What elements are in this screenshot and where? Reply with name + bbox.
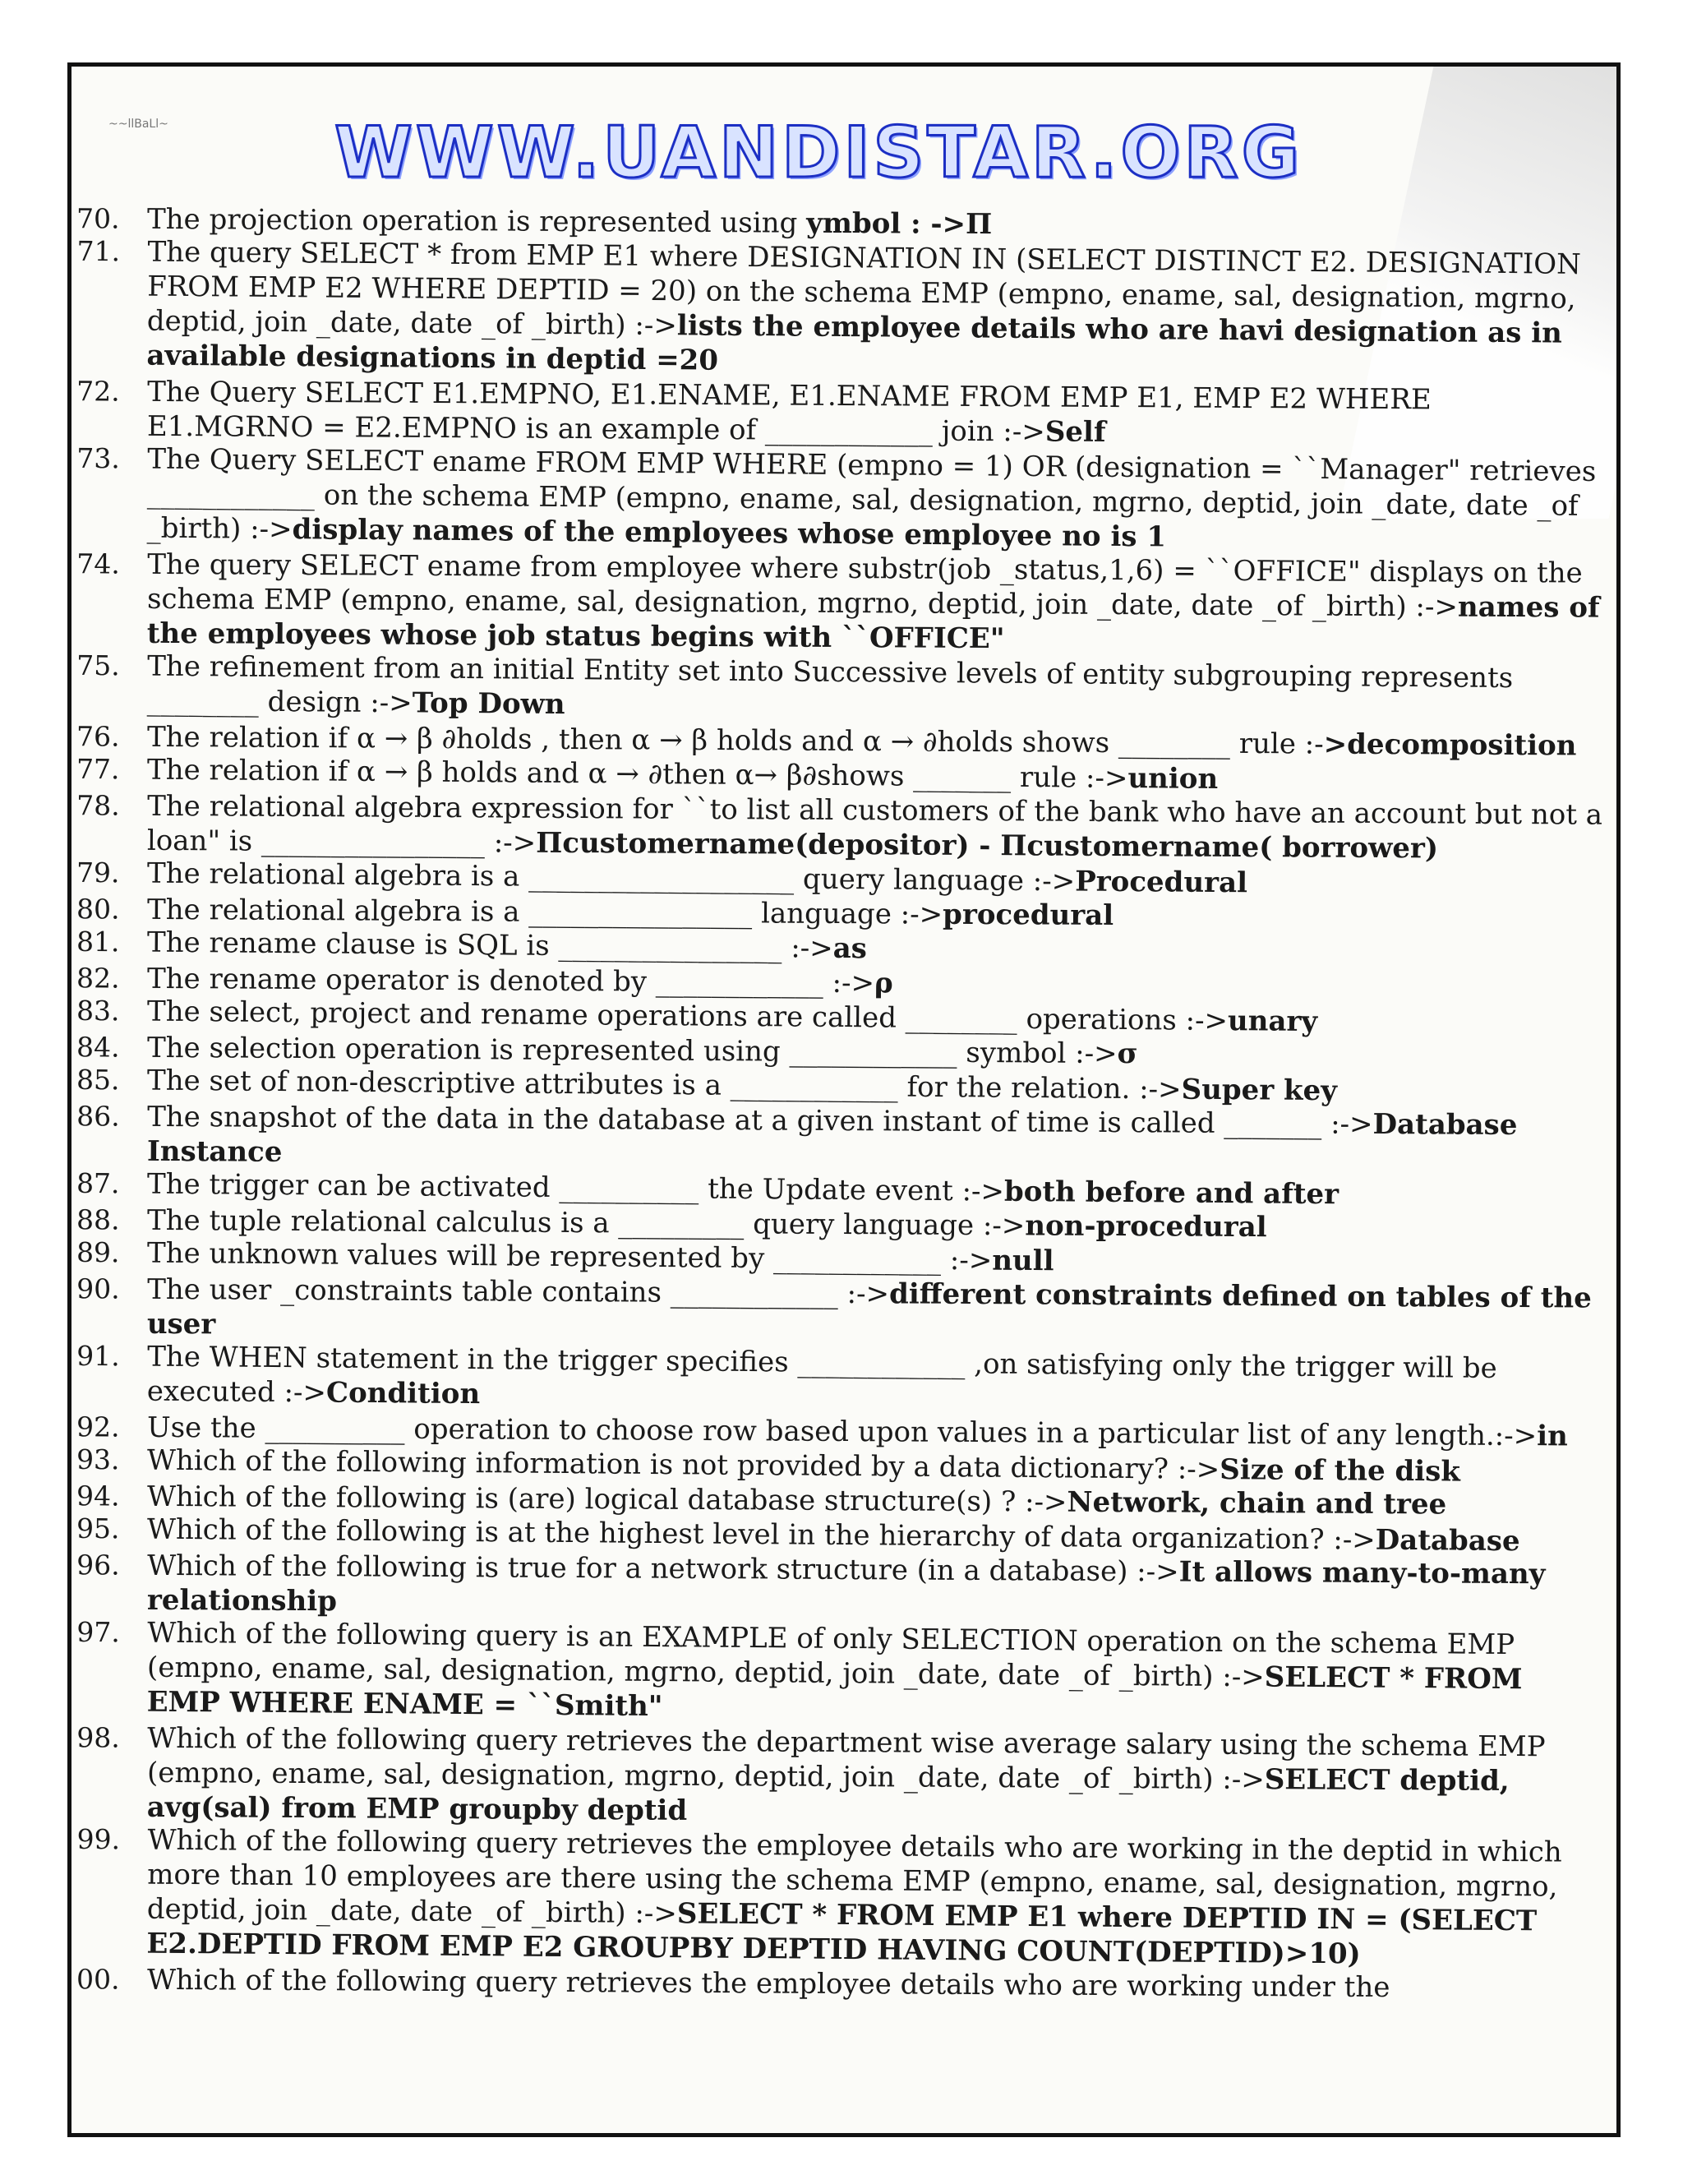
answer-text: Network, chain and tree [1067,1485,1447,1521]
question-text: The projection operation is represented using [146,202,807,240]
question-item [71,788,1616,866]
site-watermark-title: WWW.UANDISTAR.ORG [334,112,1303,194]
answer-text: It allows many-to-many relationship [146,1555,1546,1618]
question-number: 82. [76,962,120,995]
question-text: Which of the following is at the highest level in the hierarchy of data organization? :-> [146,1512,1376,1557]
answer-text: names of the employees whose job status begins with ``OFFICE" [146,590,1600,656]
question-number: 90. [76,1272,120,1305]
question-number: 78. [76,789,120,822]
question-number: 79. [76,856,120,889]
question-text: The Query SELECT ename FROM EMP WHERE (empno = 1) OR (designation = ``Manager" retrieves ____________ on the schema EMP (empno, ename, sal, designation, mgrno, deptid, join _date, date _of _birth) :-> [146,442,1597,547]
question-number: 89. [76,1235,120,1269]
question-number: 83. [76,994,120,1027]
answer-text: SELECT * FROM EMP E1 where DEPTID IN = (SELECT E2.DEPTID FROM EMP E2 GROUPBY DEPTID HAVING COUNT(DEPTID)>10) [146,1897,1538,1971]
question-text: The snapshot of the data in the database at a given instant of time is called _______ :-> [147,1100,1373,1141]
question-item [71,1615,1616,1732]
answer-text: Procedural [1074,865,1248,900]
question-number: 00. [76,1963,120,1996]
question-item [71,1272,1616,1350]
question-text: The trigger can be activated __________ the Update event :-> [146,1167,1005,1208]
question-item [71,234,1616,386]
answer-text: Database Instance [146,1107,1518,1169]
question-number: 88. [76,1203,120,1236]
question-text: The set of non-descriptive attributes is a ____________ for the relation. :-> [146,1064,1182,1106]
question-number: 71. [76,234,121,268]
question-number: 87. [76,1166,120,1200]
question-text: Which of the following query retrieves the department wise average salary using the schema EMP (empno, ename, sal, designation, mgrno, deptid, join _date, date _of _birth) :-> [146,1721,1546,1797]
question-number: 92. [76,1411,120,1443]
question-text: The refinement from an initial Entity set into Successive levels of entity subgrouping represents ________ design :-> [146,649,1514,720]
question-text: The relation if α → β holds and α → ∂then α→ β∂shows _______ rule :-> [146,753,1128,796]
question-item [71,547,1617,659]
answer-text: in [1537,1420,1568,1453]
question-text: The relational algebra is a ________________ language :-> [146,893,943,931]
question-number: 72. [76,375,120,408]
question-item [71,1822,1616,1974]
question-item [71,1548,1616,1626]
answer-text: non-procedural [1025,1209,1267,1244]
question-item [71,374,1616,452]
question-text: The select, project and rename operations are called ________ operations :-> [146,995,1229,1038]
document-page [67,62,1621,2137]
question-text: The WHEN statement in the trigger specifies ____________ ,on satisfying only the trigger will be executed :-> [146,1340,1497,1410]
question-number: 97. [76,1615,121,1649]
answer-text: both before and after [1003,1175,1339,1212]
answer-text: Top Down [412,686,565,722]
question-number: 98. [76,1721,120,1754]
question-number: 95. [76,1512,120,1545]
question-item [71,649,1617,731]
answer-text: Super key [1181,1073,1338,1108]
answer-text: >decomposition [1323,727,1577,763]
question-text: The tuple relational calculus is a _________ query language :-> [146,1203,1026,1243]
question-text: The rename operator is denoted by ____________ :-> [146,962,875,1000]
question-text: The user _constraints table contains ____________ :-> [147,1272,890,1311]
question-number: 84. [76,1031,120,1064]
question-text: The query SELECT * from EMP E1 where DESIGNATION IN (SELECT DISTINCT E2. DESIGNATION FROM EMP E2 WHERE DEPTID = 20) on the schema EMP (empno, ename, sal, designation, mgrno, deptid, join _date, date _of _birth) :-> [146,235,1582,343]
question-number: 91. [76,1339,120,1373]
question-text: The relation if α → β ∂holds , then α → β holds and α → ∂holds shows ________ rule :- [146,720,1324,761]
question-number: 86. [76,1100,120,1133]
question-text: Which of the following query retrieves the employee details who are working in the deptid in which more than 10 employees are there using the schema EMP (empno, ename, sal, designation, mgrno, deptid, join _date, date _of _birth) :-> [146,1823,1562,1931]
question-number: 96. [76,1549,120,1581]
question-text: The unknown values will be represented by ____________ :-> [146,1236,993,1277]
answer-text: Database [1375,1523,1520,1558]
answer-text: σ [1117,1037,1138,1071]
question-text: The relational algebra expression for ``to list all customers of the bank who have an account but not a loan" is ________________ :-> [146,789,1603,860]
answer-text: Πcustomername(depositor) - Πcustomername( borrower) [536,826,1439,866]
question-number: 99. [76,1822,121,1856]
scan-mark: ~~llBaLl~ [108,118,168,131]
question-number: 93. [76,1443,120,1476]
answer-text: ρ [874,967,893,1000]
answer-text: lists the employee details who are havi designation as in available designations in deptid =20 [146,309,1563,377]
question-text: The query SELECT ename from employee where substr(job _status,1,6) = ``OFFICE" displays on the schema EMP (empno, ename, sal, designation, mgrno, deptid, join _date, date _of _birth) :-> [146,547,1583,624]
answer-text: SELECT deptid, avg(sal) from EMP groupby deptid [146,1763,1510,1827]
question-number: 70. [76,202,120,235]
answer-text: union [1127,762,1219,796]
question-text: Which of the following query is an EXAMPLE of only SELECTION operation on the schema EMP (empno, ename, sal, designation, mgrno, deptid, join _date, date _of _birth) :-> [146,1616,1515,1694]
answer-text: ymbol : ->Π [806,206,993,242]
question-text: Which of the following is true for a network structure (in a database) :-> [147,1549,1179,1589]
question-text: Which of the following information is not provided by a data dictionary? :-> [146,1443,1220,1486]
question-number: 75. [76,649,120,682]
question-text: The selection operation is represented using ____________ symbol :-> [146,1031,1118,1071]
question-number: 80. [76,893,120,926]
question-text: Use the __________ operation to choose row based upon values in a particular list of any length.:-> [146,1411,1538,1453]
answer-text: display names of the employees whose employee no is 1 [292,513,1167,554]
answer-text: Condition [325,1376,481,1411]
question-number: 76. [76,720,120,753]
question-number: 81. [76,925,120,958]
question-text: The relational algebra is a ___________________ query language :-> [146,857,1076,898]
question-number: 74. [76,547,120,580]
question-item [71,1339,1617,1421]
question-number: 77. [76,752,120,786]
question-text: Which of the following is (are) logical database structure(s) ? :-> [146,1480,1067,1519]
question-item [71,1099,1616,1177]
question-text: The Query SELECT E1.EMPNO, E1.ENAME, E1.ENAME FROM EMP E1, EMP E2 WHERE E1.MGRNO = E2.EMPNO is an example of ____________ join :-> [146,375,1432,449]
question-number: 73. [76,441,121,475]
answer-text: different constraints defined on tables of the user [146,1277,1592,1341]
answer-text: Self [1044,415,1106,449]
answer-text: Size of the disk [1220,1452,1461,1489]
question-number: 94. [76,1480,120,1512]
question-text: The rename clause is SQL is ________________ :-> [146,926,833,965]
question-item [71,441,1616,558]
answer-text: as [832,931,868,966]
answer-text: procedural [943,898,1114,933]
question-list [71,202,1616,2005]
answer-text: null [992,1244,1054,1278]
question-text: Which of the following query retrieves the employee details who are working under the [146,1963,1390,2005]
question-item [71,1720,1617,1833]
question-number: 85. [76,1063,120,1097]
answer-text: unary [1227,1004,1318,1039]
answer-text: SELECT * FROM EMP WHERE ENAME = ``Smith" [146,1660,1523,1724]
